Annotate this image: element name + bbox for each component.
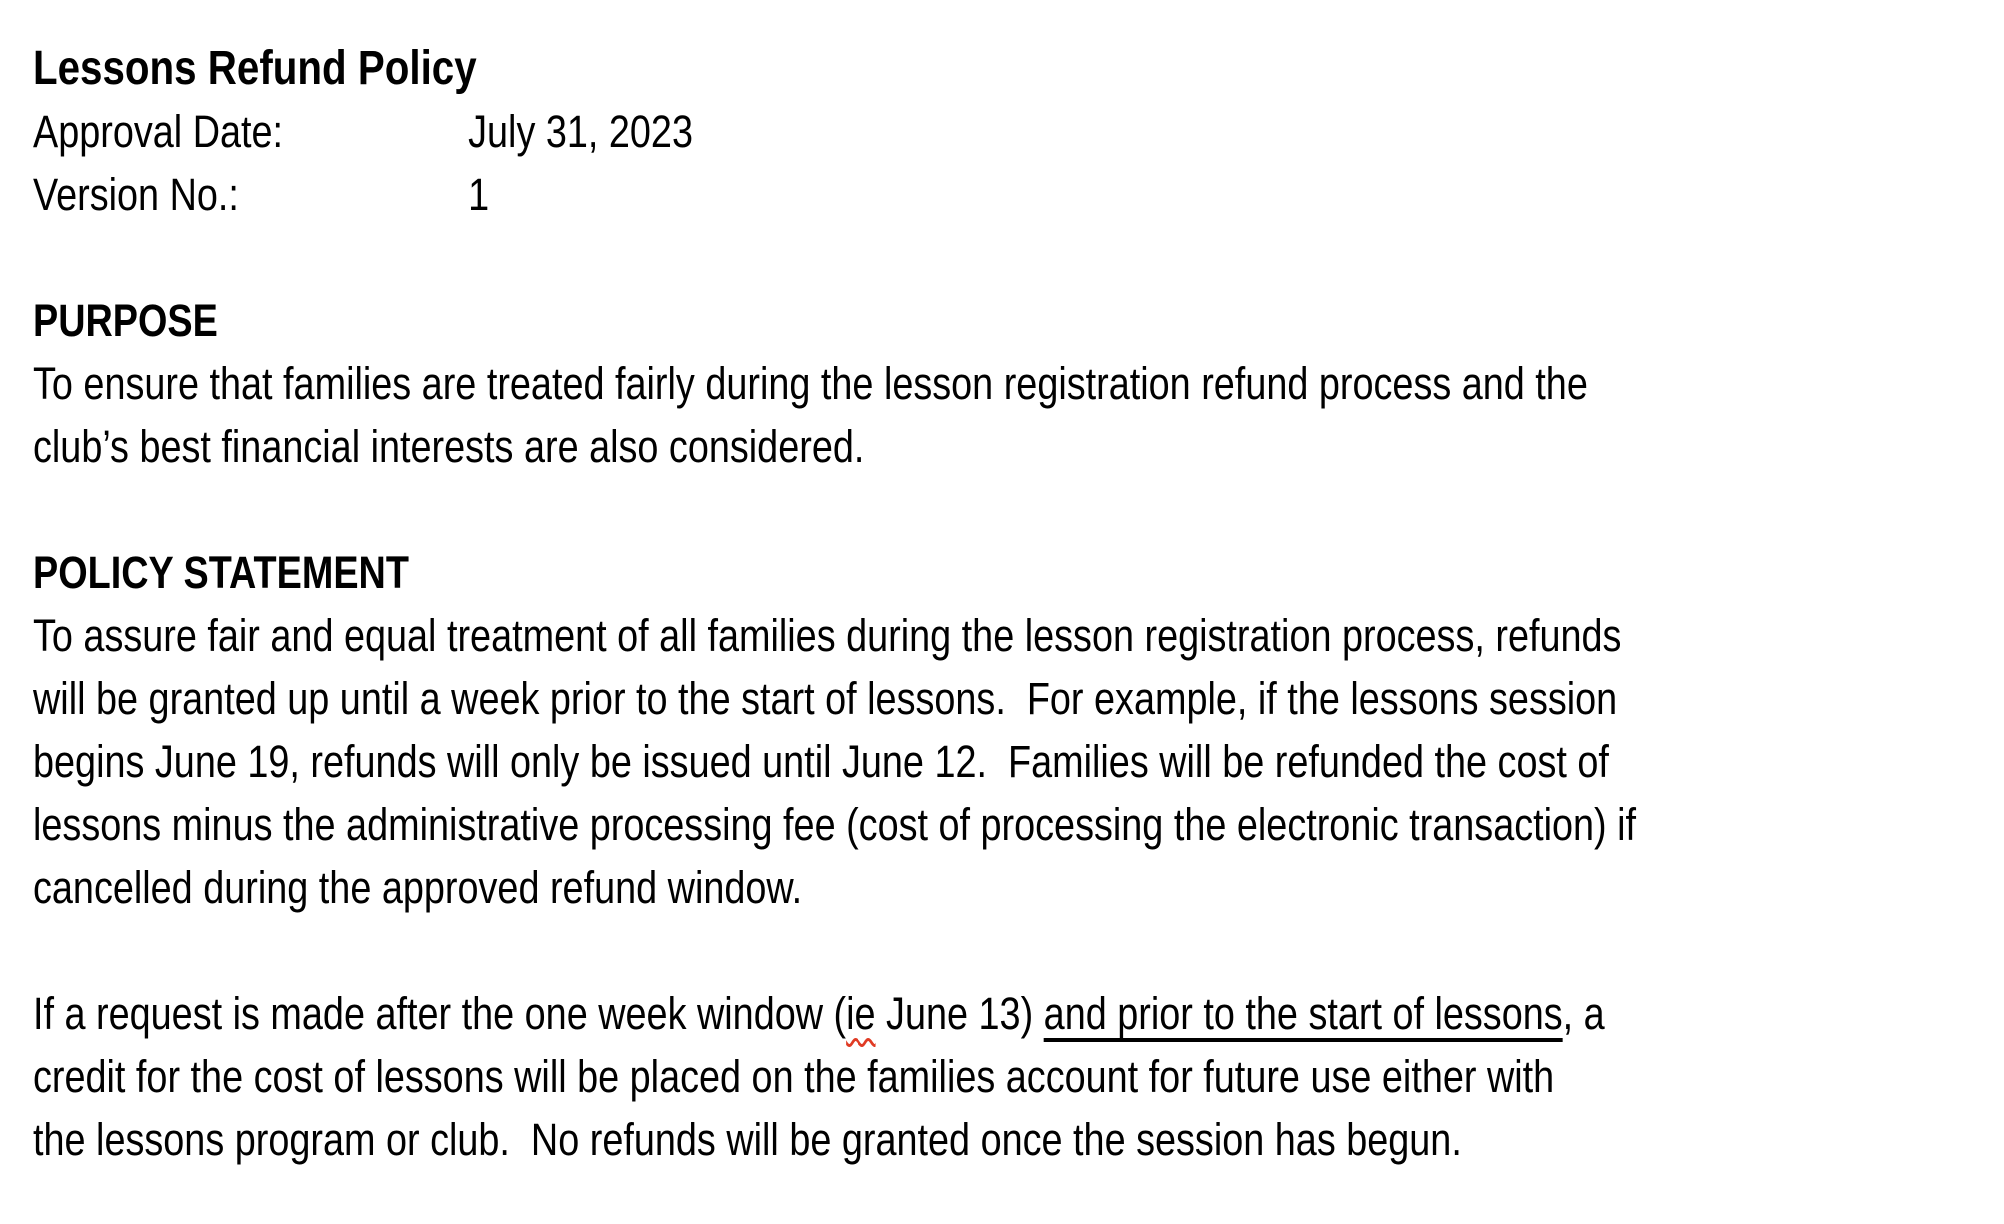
meta-label: Version No.: [33, 169, 239, 220]
text-line [33, 352, 1689, 415]
text-line [33, 730, 1689, 793]
blank-line [33, 919, 1689, 982]
meta-value: 1 [468, 169, 490, 220]
section-heading: POLICY STATEMENT [33, 547, 409, 598]
text-segment: To assure fair and equal treatment of all families during the lesson registration process, refunds [33, 610, 1622, 661]
meta-row [33, 163, 1689, 226]
text-segment: June 13) [875, 988, 1044, 1039]
text-line [33, 667, 1689, 730]
text-line [33, 793, 1689, 856]
meta-label: Approval Date: [33, 106, 284, 157]
document-title: Lessons Refund Policy [33, 42, 477, 95]
text-segment: , a [1562, 988, 1605, 1039]
text-line [33, 982, 1689, 1045]
text-line [33, 1108, 1689, 1171]
text-line [33, 604, 1689, 667]
text-segment: credit for the cost of lessons will be placed on the families account for future use either with [33, 1051, 1555, 1102]
blank-line [33, 478, 1689, 541]
text-segment: cancelled during the approved refund window. [33, 862, 803, 913]
text-segment: lessons minus the administrative processing fee (cost of processing the electronic transaction) if [33, 799, 1637, 850]
text-segment: the lessons program or club. No refunds will be granted once the session has begun. [33, 1114, 1462, 1165]
text-line [33, 415, 1689, 478]
spellcheck-word: ie [846, 988, 876, 1039]
meta-row [33, 100, 1689, 163]
blank-line [33, 226, 1689, 289]
text-segment: will be granted up until a week prior to the start of lessons. For example, if the lessons session [33, 673, 1618, 724]
section-heading: PURPOSE [33, 295, 218, 346]
meta-value: July 31, 2023 [468, 106, 693, 157]
text-segment: To ensure that families are treated fairly during the lesson registration refund process and the [33, 358, 1588, 409]
text-segment: begins June 19, refunds will only be issued until June 12. Families will be refunded the cost of [33, 736, 1609, 787]
text-line [33, 856, 1689, 919]
text-segment: If a request is made after the one week window ( [33, 988, 847, 1039]
underlined-phrase: and prior to the start of lessons [1043, 988, 1563, 1039]
text-line [33, 1045, 1689, 1108]
text-segment: club’s best financial interests are also considered. [33, 421, 865, 472]
